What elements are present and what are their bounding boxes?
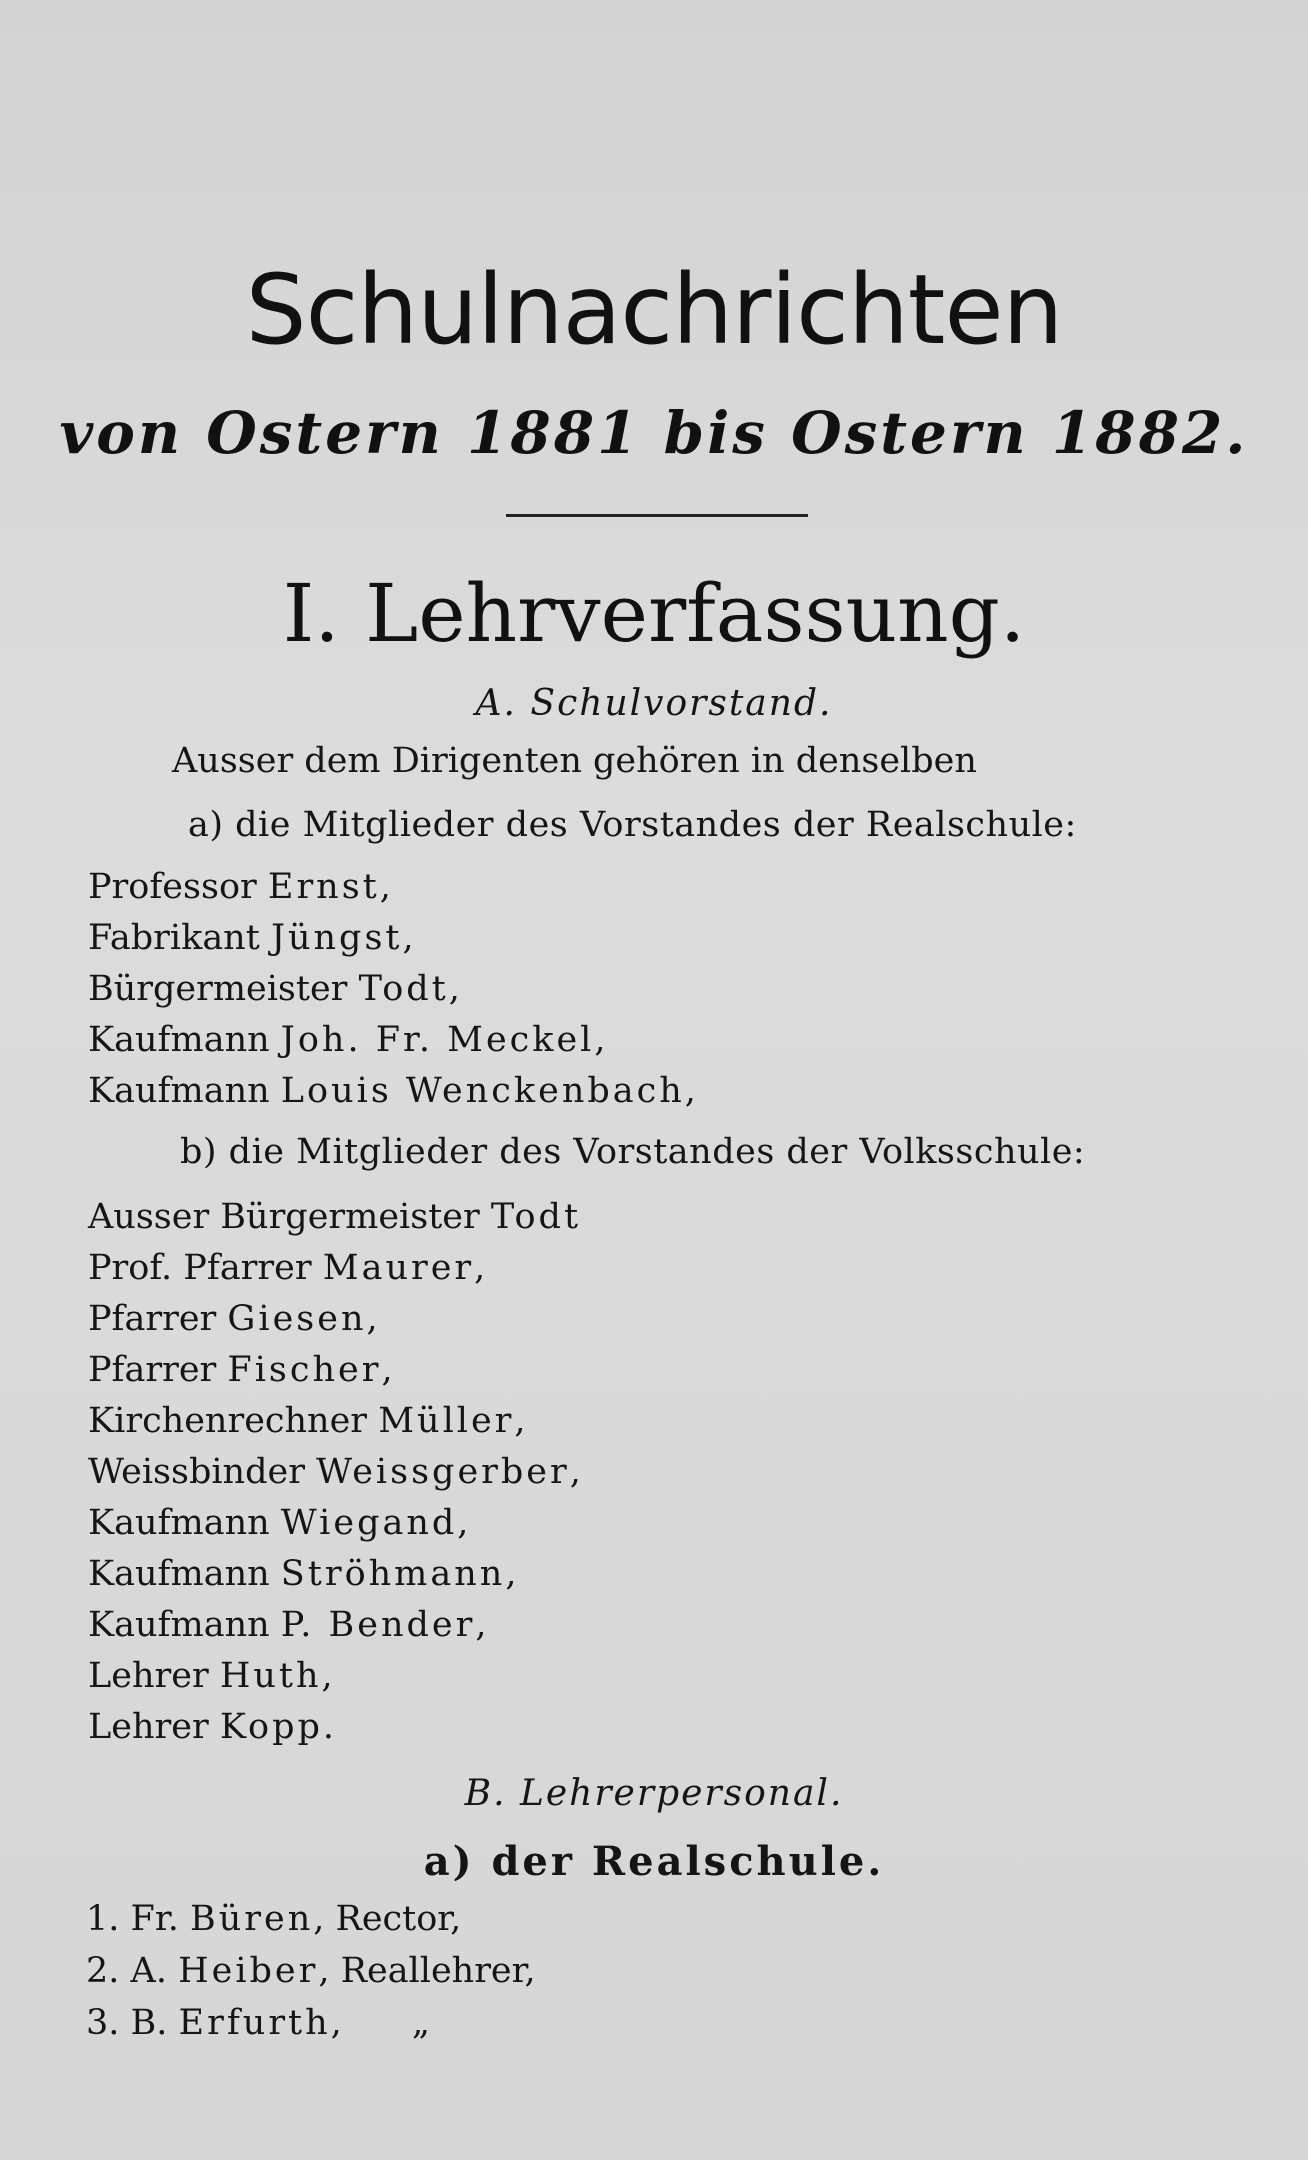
section-heading: I. Lehrverfassung. (282, 567, 1026, 660)
page-title: Schulnachrichten (245, 254, 1063, 366)
ditto-mark: „ (411, 2003, 430, 2043)
members-realschule-list (88, 862, 696, 1117)
list-item: 1. Fr. Büren, Rector, (86, 1899, 462, 1939)
intro-text: Ausser dem Dirigenten gehören in denselben (172, 741, 977, 781)
list-item: Kaufmann Ströhmann, (88, 1554, 517, 1594)
list-item: Lehrer Huth, (88, 1656, 333, 1696)
group-a-label: a) die Mitglieder des Vorstandes der Realschule: (188, 805, 1077, 845)
list-item: Lehrer Kopp. (88, 1707, 335, 1747)
page-subtitle: von Ostern 1881 bis Ostern 1882. (59, 399, 1249, 467)
subheading-schulvorstand: A. Schulvorstand. (475, 683, 833, 724)
list-item: Ausser Bürgermeister Todt (88, 1197, 582, 1237)
subheading-realschule: a) der Realschule. (423, 1838, 885, 1885)
list-item: Kaufmann Joh. Fr. Meckel, (88, 1020, 606, 1060)
members-volksschule-list (88, 1192, 581, 1753)
list-item: Kaufmann Louis Wenckenbach, (88, 1071, 696, 1111)
list-item: Kirchenrechner Müller, (88, 1401, 526, 1441)
subheading-lehrerpersonal: B. Lehrerpersonal. (464, 1773, 844, 1814)
divider-rule (506, 514, 808, 517)
list-item: 3. B. Erfurth, „ (86, 1997, 536, 2049)
list-item: Fabrikant Jüngst, (88, 918, 414, 958)
list-item: 2. A. Heiber, Reallehrer, (86, 1951, 536, 1991)
list-item: Kaufmann Wiegand, (88, 1503, 469, 1543)
list-item: Professor Ernst, (88, 867, 391, 907)
list-item: Bürgermeister Todt, (88, 969, 460, 1009)
group-b-label: b) die Mitglieder des Vorstandes der Volksschule: (180, 1132, 1086, 1172)
list-item: Weissbinder Weissgerber, (88, 1452, 581, 1492)
list-item: Pfarrer Fischer, (88, 1350, 393, 1390)
teacher-list (86, 1893, 536, 2049)
list-item: Kaufmann P. Bender, (88, 1605, 487, 1645)
list-item: Pfarrer Giesen, (88, 1299, 378, 1339)
list-item: Prof. Pfarrer Maurer, (88, 1248, 486, 1288)
